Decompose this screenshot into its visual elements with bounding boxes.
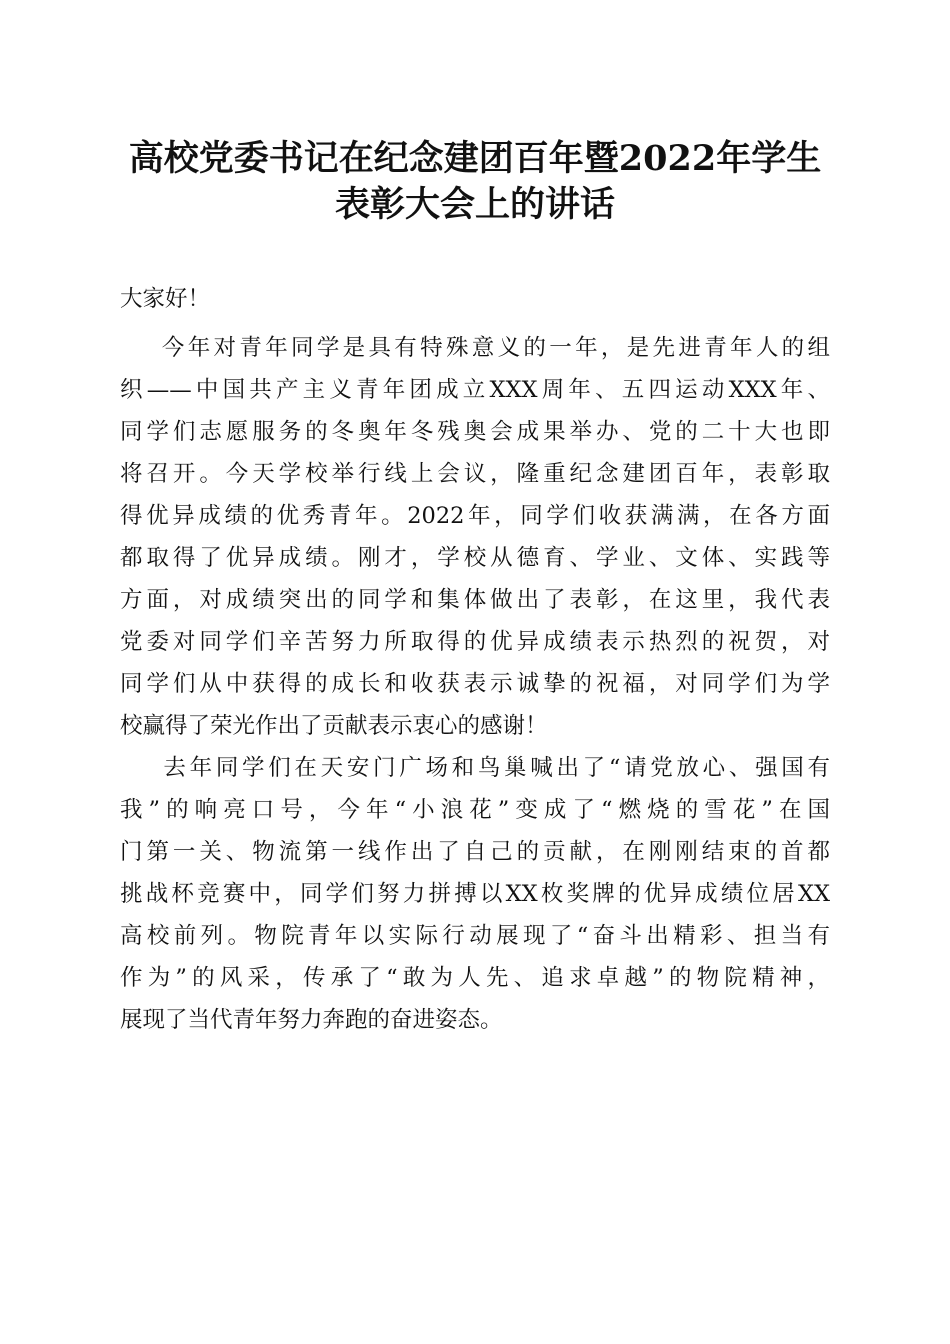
paragraph-2-line: 我”的响亮口号，今年“小浪花”变成了“燃烧的雪花”在国 (120, 796, 830, 823)
paragraph-2-line: 门第一关、物流第一线作出了自己的贡献，在刚刚结束的首都 (120, 838, 830, 865)
paragraph-1-line: 同学们从中获得的成长和收获表示诚挚的祝福，对同学们为学 (120, 670, 830, 697)
paragraph-1-line: 今年对青年同学是具有特殊意义的一年，是先进青年人的组 (120, 334, 830, 361)
document-body (120, 278, 830, 1041)
paragraph-1-line: 织——中国共产主义青年团成立XXX周年、五四运动XXX年、 (120, 376, 830, 403)
document-title (90, 136, 860, 228)
paragraph-2-line: 展现了当代青年努力奔跑的奋进姿态。 (120, 1006, 503, 1033)
paragraph-2-line: 作为”的风采，传承了“敢为人先、追求卓越”的物院精神， (120, 964, 830, 991)
paragraph-2-line: 去年同学们在天安门广场和鸟巢喊出了“请党放心、强国有 (120, 754, 830, 781)
paragraph-1-line: 校赢得了荣光作出了贡献表示衷心的感谢！ (120, 712, 548, 739)
paragraph-2 (120, 747, 830, 1041)
title-line-2: 表彰大会上的讲话 (334, 184, 615, 225)
paragraph-1-line: 将召开。今天学校举行线上会议，隆重纪念建团百年，表彰取 (120, 460, 830, 487)
paragraph-2-line: 挑战杯竞赛中，同学们努力拼搏以XX枚奖牌的优异成绩位居XX (120, 880, 830, 907)
paragraph-1-line: 同学们志愿服务的冬奥年冬残奥会成果举办、党的二十大也即 (120, 418, 830, 445)
title-line-1: 高校党委书记在纪念建团百年暨2022年学生 (128, 138, 822, 179)
paragraph-1 (120, 327, 830, 747)
paragraph-1-line: 得优异成绩的优秀青年。2022年，同学们收获满满，在各方面 (120, 502, 830, 529)
greeting: 大家好！ (120, 286, 211, 312)
paragraph-2-line: 高校前列。物院青年以实际行动展现了“奋斗出精彩、担当有 (120, 922, 830, 949)
paragraph-1-line: 党委对同学们辛苦努力所取得的优异成绩表示热烈的祝贺，对 (120, 628, 830, 655)
paragraph-1-line: 都取得了优异成绩。刚才，学校从德育、学业、文体、实践等 (120, 544, 830, 571)
paragraph-1-line: 方面，对成绩突出的同学和集体做出了表彰，在这里，我代表 (120, 586, 830, 613)
